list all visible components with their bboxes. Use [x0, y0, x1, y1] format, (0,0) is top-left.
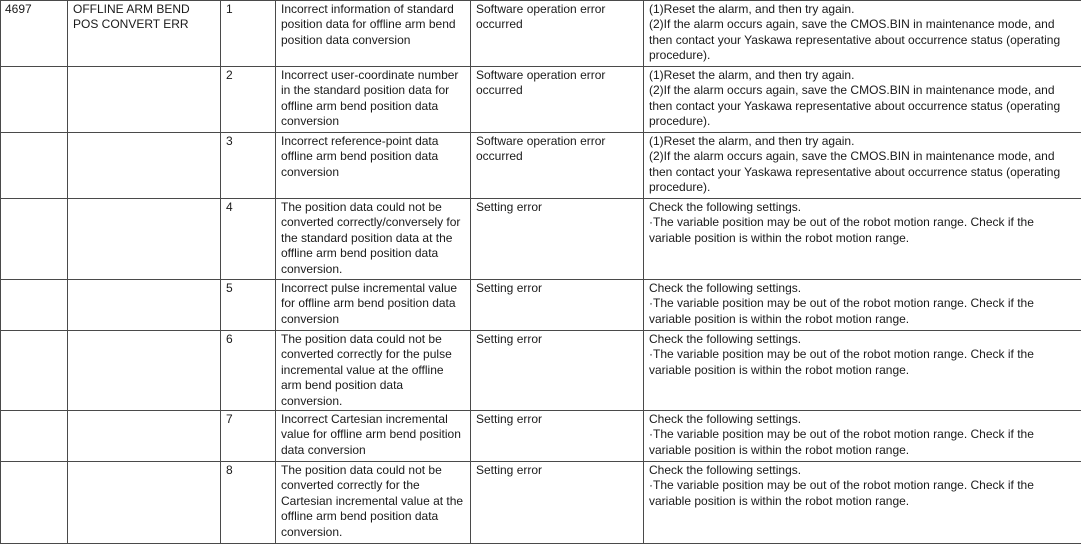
- table-row: [1, 1, 1081, 67]
- error-type-cell: Setting error: [471, 411, 644, 462]
- empty-cell: [1, 411, 68, 462]
- sub-code-cell: 7: [221, 411, 276, 462]
- remedy-cell: (1)Reset the alarm, and then try again. (2)If the alarm occurs again, save the CMOS.BIN in maintenance mode, and then contact your Yaskawa representative about occurrence status (operating procedure).: [644, 133, 1081, 199]
- cause-cell: Incorrect reference-point data offline arm bend position data conversion: [276, 133, 471, 199]
- remedy-cell: Check the following settings. ·The variable position may be out of the robot motion range. Check if the variable position is within the robot motion range.: [644, 411, 1081, 462]
- error-type-cell: Setting error: [471, 331, 644, 411]
- error-type-cell: Setting error: [471, 280, 644, 331]
- remedy-cell: Check the following settings. ·The variable position may be out of the robot motion range. Check if the variable position is within the robot motion range.: [644, 280, 1081, 331]
- cause-cell: Incorrect information of standard position data for offline arm bend position data conversion: [276, 1, 471, 67]
- table-row: [1, 462, 1081, 544]
- error-type-cell: Software operation error occurred: [471, 133, 644, 199]
- empty-cell: [1, 67, 68, 133]
- sub-code-cell: 1: [221, 1, 276, 67]
- remedy-cell: (1)Reset the alarm, and then try again. (2)If the alarm occurs again, save the CMOS.BIN in maintenance mode, and then contact your Yaskawa representative about occurrence status (operating procedure).: [644, 1, 1081, 67]
- empty-cell: [1, 462, 68, 544]
- sub-code-cell: 2: [221, 67, 276, 133]
- remedy-cell: (1)Reset the alarm, and then try again. (2)If the alarm occurs again, save the CMOS.BIN in maintenance mode, and then contact your Yaskawa representative about occurrence status (operating procedure).: [644, 67, 1081, 133]
- empty-cell: [68, 280, 221, 331]
- alarm-code-cell: 4697: [1, 1, 68, 67]
- remedy-cell: Check the following settings. ·The variable position may be out of the robot motion range. Check if the variable position is within the robot motion range.: [644, 331, 1081, 411]
- empty-cell: [68, 462, 221, 544]
- error-type-cell: Setting error: [471, 462, 644, 544]
- cause-cell: Incorrect user-coordinate number in the standard position data for offline arm bend position data conversion: [276, 67, 471, 133]
- sub-code-cell: 8: [221, 462, 276, 544]
- empty-cell: [68, 331, 221, 411]
- empty-cell: [68, 67, 221, 133]
- sub-code-cell: 3: [221, 133, 276, 199]
- table-row: [1, 67, 1081, 133]
- cause-cell: The position data could not be converted correctly for the pulse incremental value at the offline arm bend position data conversion.: [276, 331, 471, 411]
- cause-cell: Incorrect pulse incremental value for offline arm bend position data conversion: [276, 280, 471, 331]
- table-row: [1, 133, 1081, 199]
- cause-cell: Incorrect Cartesian incremental value for offline arm bend position data conversion: [276, 411, 471, 462]
- cause-cell: The position data could not be converted correctly for the Cartesian incremental value at the offline arm bend position data conversion.: [276, 462, 471, 544]
- table-row: [1, 280, 1081, 331]
- sub-code-cell: 6: [221, 331, 276, 411]
- remedy-cell: Check the following settings. ·The variable position may be out of the robot motion range. Check if the variable position is within the robot motion range.: [644, 199, 1081, 280]
- alarm-name-cell: OFFLINE ARM BEND POS CONVERT ERR: [68, 1, 221, 67]
- table-row: [1, 199, 1081, 280]
- sub-code-cell: 4: [221, 199, 276, 280]
- table-row: [1, 411, 1081, 462]
- empty-cell: [68, 133, 221, 199]
- table-row: [1, 331, 1081, 411]
- empty-cell: [68, 411, 221, 462]
- cause-cell: The position data could not be converted correctly/conversely for the standard position data at the offline arm bend position data conversion.: [276, 199, 471, 280]
- empty-cell: [1, 331, 68, 411]
- error-type-cell: Software operation error occurred: [471, 1, 644, 67]
- error-type-cell: Software operation error occurred: [471, 67, 644, 133]
- error-type-cell: Setting error: [471, 199, 644, 280]
- empty-cell: [68, 199, 221, 280]
- empty-cell: [1, 280, 68, 331]
- empty-cell: [1, 199, 68, 280]
- remedy-cell: Check the following settings. ·The variable position may be out of the robot motion range. Check if the variable position is within the robot motion range.: [644, 462, 1081, 544]
- empty-cell: [1, 133, 68, 199]
- sub-code-cell: 5: [221, 280, 276, 331]
